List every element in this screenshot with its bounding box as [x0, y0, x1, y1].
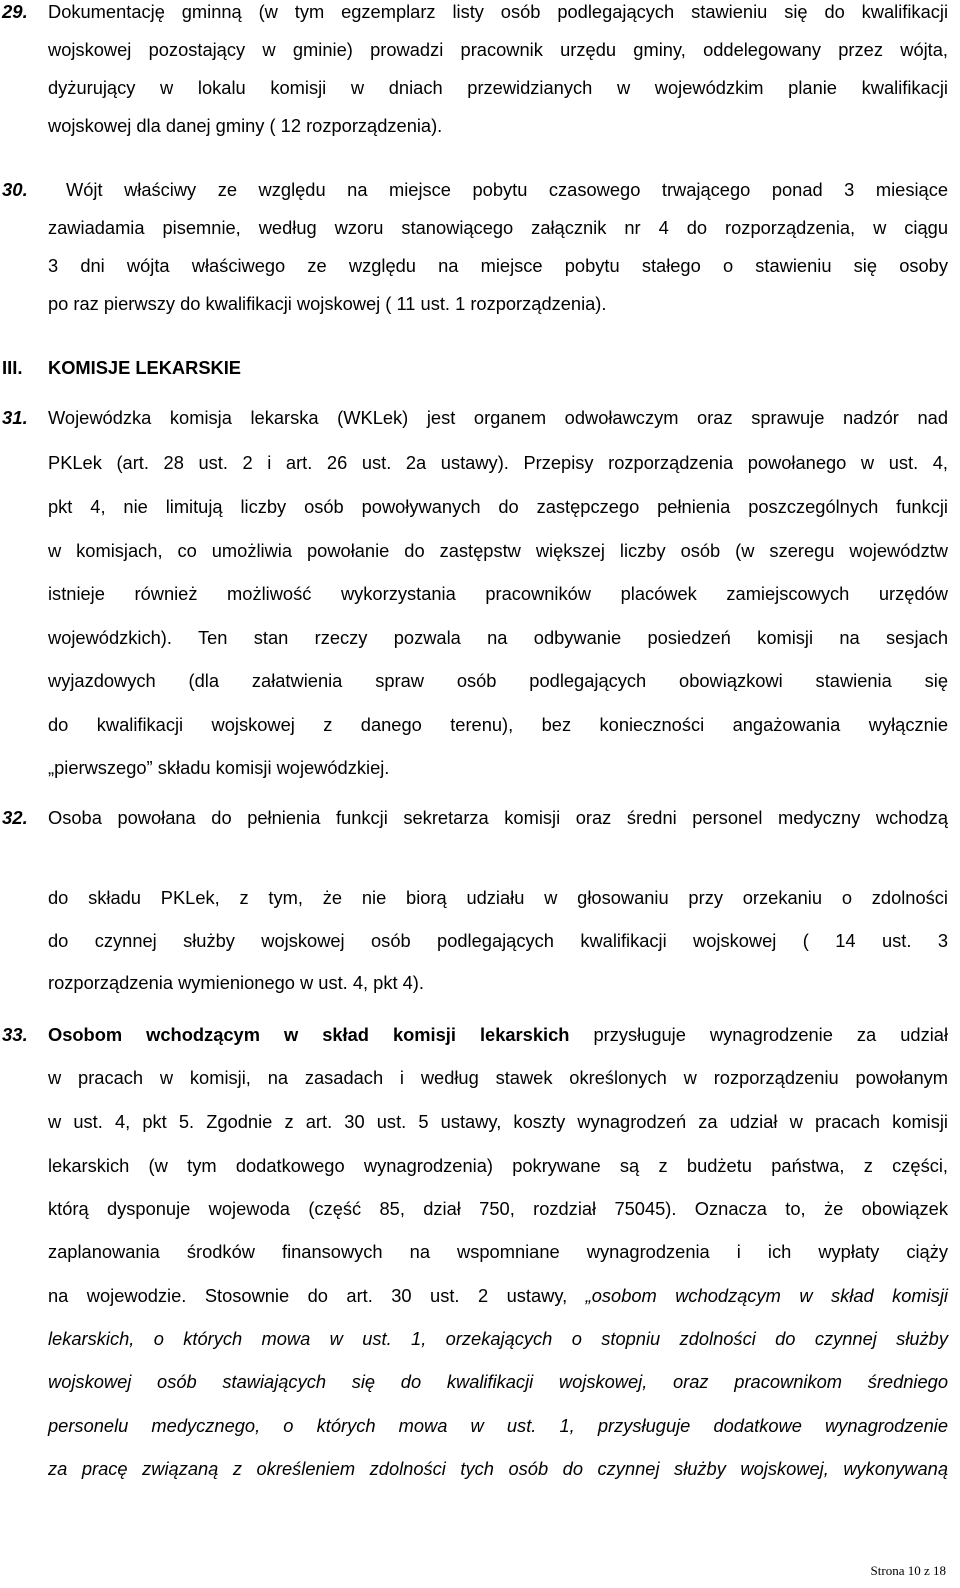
p29-line-4: wojskowej dla danej gminy ( 12 rozporządzenia). — [48, 115, 443, 136]
p33-line-3: w ust. 4, pkt 5. Zgodnie z art. 30 ust. 5 ustawy, koszty wynagrodzeń za udział w pracach komisji — [48, 1111, 948, 1132]
p29-line-3: dyżurujący w lokalu komisji w dniach przewidzianych w wojewódzkim planie kwalifikacji — [48, 77, 948, 98]
p33-quote-line-2: wojskowej osób stawiających się do kwalifikacji wojskowej, oraz pracownikom średniego — [48, 1371, 948, 1392]
p33-line-4: lekarskich (w tym dodatkowego wynagrodzenia) pokrywane są z budżetu państwa, z części, — [48, 1155, 948, 1176]
p33-line-7-quote: „osobom wchodzącym w skład komisji — [585, 1285, 948, 1306]
p31-line-3: pkt 4, nie limitują liczby osób powoływanych do zastępczego pełnienia poszczególnych funkcji — [48, 496, 948, 517]
p30-line-3: 3 dni wójta właściwego ze względu na miejsce pobytu stałego o stawieniu się osoby — [48, 255, 948, 276]
p31-line-2: PKLek (art. 28 ust. 2 i art. 26 ust. 2a ustawy). Przepisy rozporządzenia powołanego w ust. 4, — [48, 452, 948, 473]
page-number-footer: Strona 10 z 18 — [870, 1563, 946, 1578]
p32-line-3: do czynnej służby wojskowej osób podlegających kwalifikacji wojskowej ( 14 ust. 3 — [48, 930, 948, 951]
p33-line-5: którą dysponuje wojewoda (część 85, dział 750, rozdział 75045). Oznacza to, że obowiązek — [48, 1198, 948, 1219]
p32-line-4: rozporządzenia wymienionego w ust. 4, pkt 4). — [48, 972, 424, 993]
p30-line-1: Wójt właściwy ze względu na miejsce pobytu czasowego trwającego ponad 3 miesiące — [66, 179, 948, 200]
p33-line-1-rest: przysługuje wynagrodzenie za udział — [569, 1024, 948, 1045]
p31-line-8: do kwalifikacji wojskowej z danego terenu), bez konieczności angażowania wyłącznie — [48, 714, 948, 735]
p32-line-2: do składu PKLek, z tym, że nie biorą udziału w głosowaniu przy orzekaniu o zdolności — [48, 887, 948, 908]
section-number-iii: III. — [2, 357, 23, 378]
p31-line-7: wyjazdowych (dla załatwienia spraw osób podlegających obowiązkowi stawienia się — [48, 670, 948, 691]
p30-line-2: zawiadamia pisemnie, według wzoru stanowiącego załącznik nr 4 do rozporządzenia, w ciągu — [48, 217, 948, 238]
p33-line-1 — [48, 1023, 948, 1047]
p31-line-1: Wojewódzka komisja lekarska (WKLek) jest organem odwoławczym oraz sprawuje nadzór nad — [48, 407, 948, 428]
p33-quote-line-3: personelu medycznego, o których mowa w ust. 1, przysługuje dodatkowe wynagrodzenie — [48, 1415, 948, 1436]
p33-quote-line-1: lekarskich, o których mowa w ust. 1, orzekających o stopniu zdolności do czynnej służby — [48, 1328, 948, 1349]
p31-line-9: „pierwszego” składu komisji wojewódzkiej. — [48, 757, 390, 778]
p33-line-6: zaplanowania środków finansowych na wspomniane wynagrodzenia i ich wypłaty ciąży — [48, 1241, 948, 1262]
p33-line-7-plain: na wojewodzie. Stosownie do art. 30 ust. 2 ustawy, — [48, 1285, 586, 1306]
paragraph-number-30: 30. — [2, 179, 28, 200]
p30-line-4: po raz pierwszy do kwalifikacji wojskowej ( 11 ust. 1 rozporządzenia). — [48, 293, 607, 314]
p32-line-1: Osoba powołana do pełnienia funkcji sekretarza komisji oraz średni personel medyczny wchodzą — [48, 807, 948, 828]
p29-line-2: wojskowej pozostający w gminie) prowadzi pracownik urzędu gminy, oddelegowany przez wójta, — [48, 39, 948, 60]
paragraph-number-32: 32. — [2, 807, 28, 828]
section-heading: KOMISJE LEKARSKIE — [48, 357, 241, 378]
p33-line-7 — [48, 1284, 948, 1308]
p31-line-5: istnieje również możliwość wykorzystania pracowników placówek zamiejscowych urzędów — [48, 583, 948, 604]
p31-line-4: w komisjach, co umożliwia powołanie do zastępstw większej liczby osób (w szeregu województw — [48, 540, 948, 561]
paragraph-number-31: 31. — [2, 407, 28, 428]
paragraph-number-33: 33. — [2, 1024, 28, 1045]
p33-bold-phrase: Osobom wchodzącym w skład komisji lekarskich — [48, 1024, 570, 1045]
p33-quote-line-4: za pracę związaną z określeniem zdolności tych osób do czynnej służby wojskowej, wykonywaną — [48, 1458, 948, 1479]
p33-line-2: w pracach w komisji, na zasadach i według stawek określonych w rozporządzeniu powołanym — [48, 1067, 948, 1088]
p29-line-1: Dokumentację gminną (w tym egzemplarz listy osób podlegających stawieniu się do kwalifikacji — [48, 1, 948, 22]
paragraph-number-29: 29. — [2, 1, 28, 22]
p31-line-6: wojewódzkich). Ten stan rzeczy pozwala na odbywanie posiedzeń komisji na sesjach — [48, 627, 948, 648]
